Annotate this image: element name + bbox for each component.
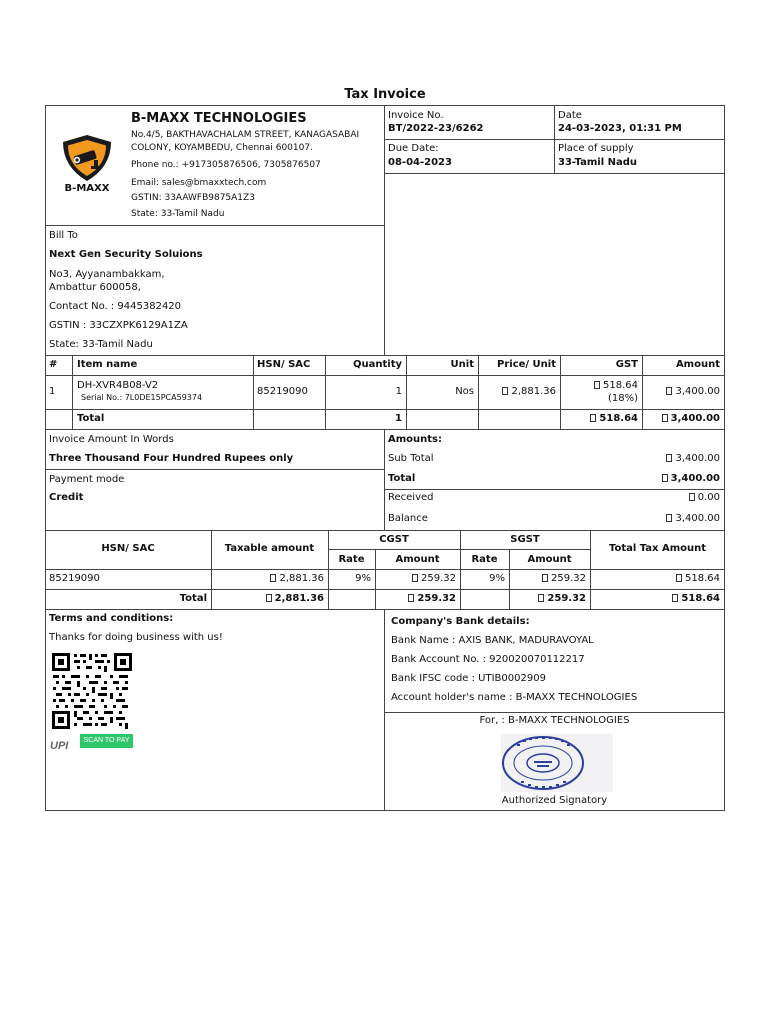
shield-camera-icon [58, 133, 116, 183]
item-serial: Serial No.: 7L0DE15PCA59374 [81, 393, 203, 402]
company-logo [58, 133, 116, 201]
company-phone: Phone no.: +917305876506, 7305876507 [131, 160, 321, 170]
bill-to-address-1: No3, Ayyanambakkam, [49, 269, 165, 280]
doc-title: Tax Invoice [344, 87, 426, 102]
rupee-icon [666, 514, 672, 522]
company-state: State: 33-Tamil Nadu [131, 209, 225, 219]
rupee-icon [662, 414, 668, 422]
tax-row-cgst-rate: 9% [355, 573, 371, 584]
invoice-date: 24-03-2023, 01:31 PM [558, 123, 682, 134]
amount-in-words-label: Invoice Amount In Words [49, 434, 174, 445]
scan-to-pay-badge[interactable]: SCAN TO PAY [80, 734, 133, 748]
subtotal-value: 3,400.00 [600, 453, 720, 465]
rupee-icon [662, 474, 668, 482]
subtotal-label: Sub Total [388, 453, 434, 464]
rupee-icon [270, 574, 276, 582]
item-amount: 3,400.00 [642, 386, 720, 398]
tax-header-taxable: Taxable amount [224, 543, 315, 554]
terms-label: Terms and conditions: [49, 613, 174, 624]
balance-value: 3,400.00 [600, 513, 720, 525]
rupee-icon [666, 454, 672, 462]
date-label: Date [558, 110, 582, 121]
item-unit: Nos [455, 386, 474, 397]
rupee-icon [689, 493, 695, 501]
tax-row-cgst-amount: 259.32 [375, 573, 456, 585]
items-total-gst: 518.64 [560, 413, 638, 425]
tax-total-cgst: 259.32 [375, 593, 456, 605]
bank-name: Bank Name : AXIS BANK, MADURAVOYAL [391, 635, 594, 646]
rupee-icon [676, 574, 682, 582]
invoice-no: BT/2022-23/6262 [388, 123, 484, 134]
col-header-gst: GST [615, 359, 638, 370]
rupee-icon [408, 594, 414, 602]
tax-row-taxable: 2,881.36 [211, 573, 324, 585]
balance-label: Balance [388, 513, 428, 524]
bank-holder: Account holder's name : B-MAXX TECHNOLOGIES [391, 692, 638, 703]
rupee-icon [542, 574, 548, 582]
item-hsn: 85219090 [257, 386, 308, 397]
rupee-icon [538, 594, 544, 602]
company-gstin: GSTIN: 33AAWFB9875A1Z3 [131, 193, 255, 203]
upi-logo-text: UPI [50, 740, 69, 752]
item-price: 2,881.36 [478, 386, 556, 398]
payment-mode: Credit [49, 492, 84, 503]
tax-header-cgst-rate: Rate [338, 554, 365, 565]
upi-logo [50, 734, 80, 752]
bill-to-contact: Contact No. : 9445382420 [49, 301, 182, 312]
bill-to-label: Bill To [49, 230, 78, 241]
col-header-price: Price/ Unit [497, 359, 556, 370]
col-header-qty: Quantity [353, 359, 402, 370]
col-header-amount: Amount [675, 359, 720, 370]
col-header-hsn: HSN/ SAC [257, 359, 311, 370]
item-gst: 518.64 [560, 380, 638, 392]
place-of-supply: 33-Tamil Nadu [558, 157, 638, 168]
company-name: B-MAXX TECHNOLOGIES [131, 111, 307, 126]
col-header-item: Item name [77, 359, 138, 370]
received-value: 0.00 [600, 492, 720, 504]
item-no: 1 [49, 386, 56, 397]
items-total-amount: 3,400.00 [642, 413, 720, 425]
invoice-no-label: Invoice No. [388, 110, 444, 121]
item-gst-rate: (18%) [607, 393, 638, 404]
company-email: Email: sales@bmaxxtech.com [131, 178, 267, 188]
items-total-label: Total [77, 413, 105, 424]
rupee-icon [672, 594, 678, 602]
bill-to-address-2: Ambattur 600058, [49, 282, 141, 293]
tax-header-cgst-amount: Amount [395, 554, 440, 565]
rupee-icon [590, 414, 596, 422]
bill-to-gstin: GSTIN : 33CZXPK6129A1ZA [49, 320, 188, 331]
item-qty: 1 [395, 386, 402, 397]
authorized-signatory: Authorized Signatory [501, 795, 608, 806]
tax-header-sgst: SGST [510, 534, 540, 545]
logo-text: B-MAXX [64, 183, 110, 194]
bank-account: Bank Account No. : 920020070112217 [391, 654, 585, 665]
rupee-icon [666, 387, 672, 395]
col-header-unit: Unit [450, 359, 474, 370]
total-label: Total [388, 473, 416, 484]
rupee-icon [412, 574, 418, 582]
due-date-label: Due Date: [388, 143, 439, 154]
total-value: 3,400.00 [600, 473, 720, 485]
company-address-2: COLONY, KOYAMBEDU, Chennai 600107. [131, 143, 313, 153]
tax-header-sgst-rate: Rate [471, 554, 498, 565]
bill-to-name: Next Gen Security Soluions [49, 249, 203, 260]
item-name: DH-XVR4B08-V2 [77, 380, 159, 391]
qr-code[interactable] [51, 652, 133, 730]
rupee-icon [266, 594, 272, 602]
tax-total-sgst: 259.32 [509, 593, 586, 605]
received-label: Received [388, 492, 434, 503]
terms-text: Thanks for doing business with us! [49, 632, 223, 643]
tax-header-sgst-amount: Amount [527, 554, 572, 565]
tax-row-sgst-amount: 259.32 [509, 573, 586, 585]
tax-row-total: 518.64 [590, 573, 720, 585]
company-address-1: No.4/5, BAKTHAVACHALAM STREET, KANAGASABAI [131, 130, 360, 140]
tax-row-sgst-rate: 9% [489, 573, 505, 584]
col-header-no: # [49, 359, 58, 370]
amount-in-words: Three Thousand Four Hundred Rupees only [49, 453, 294, 464]
tax-total-taxable: 2,881.36 [211, 593, 324, 605]
due-date: 08-04-2023 [388, 157, 452, 168]
amounts-label: Amounts: [388, 434, 442, 445]
place-of-supply-label: Place of supply [558, 143, 634, 154]
tax-header-hsn: HSN/ SAC [101, 543, 155, 554]
tax-header-total: Total Tax Amount [608, 543, 707, 554]
sign-for: For, : B-MAXX TECHNOLOGIES [479, 715, 630, 726]
company-stamp [501, 734, 613, 792]
bill-to-state: State: 33-Tamil Nadu [49, 339, 153, 350]
bank-details-label: Company's Bank details: [391, 616, 530, 627]
tax-header-cgst: CGST [379, 534, 409, 545]
tax-row-hsn: 85219090 [49, 573, 100, 584]
rupee-icon [594, 381, 600, 389]
bank-ifsc: Bank IFSC code : UTIB0002909 [391, 673, 546, 684]
rupee-icon [502, 387, 508, 395]
items-total-qty: 1 [395, 413, 402, 424]
tax-total-label: Total [179, 593, 207, 604]
payment-mode-label: Payment mode [49, 474, 125, 485]
tax-total-total: 518.64 [590, 593, 720, 605]
